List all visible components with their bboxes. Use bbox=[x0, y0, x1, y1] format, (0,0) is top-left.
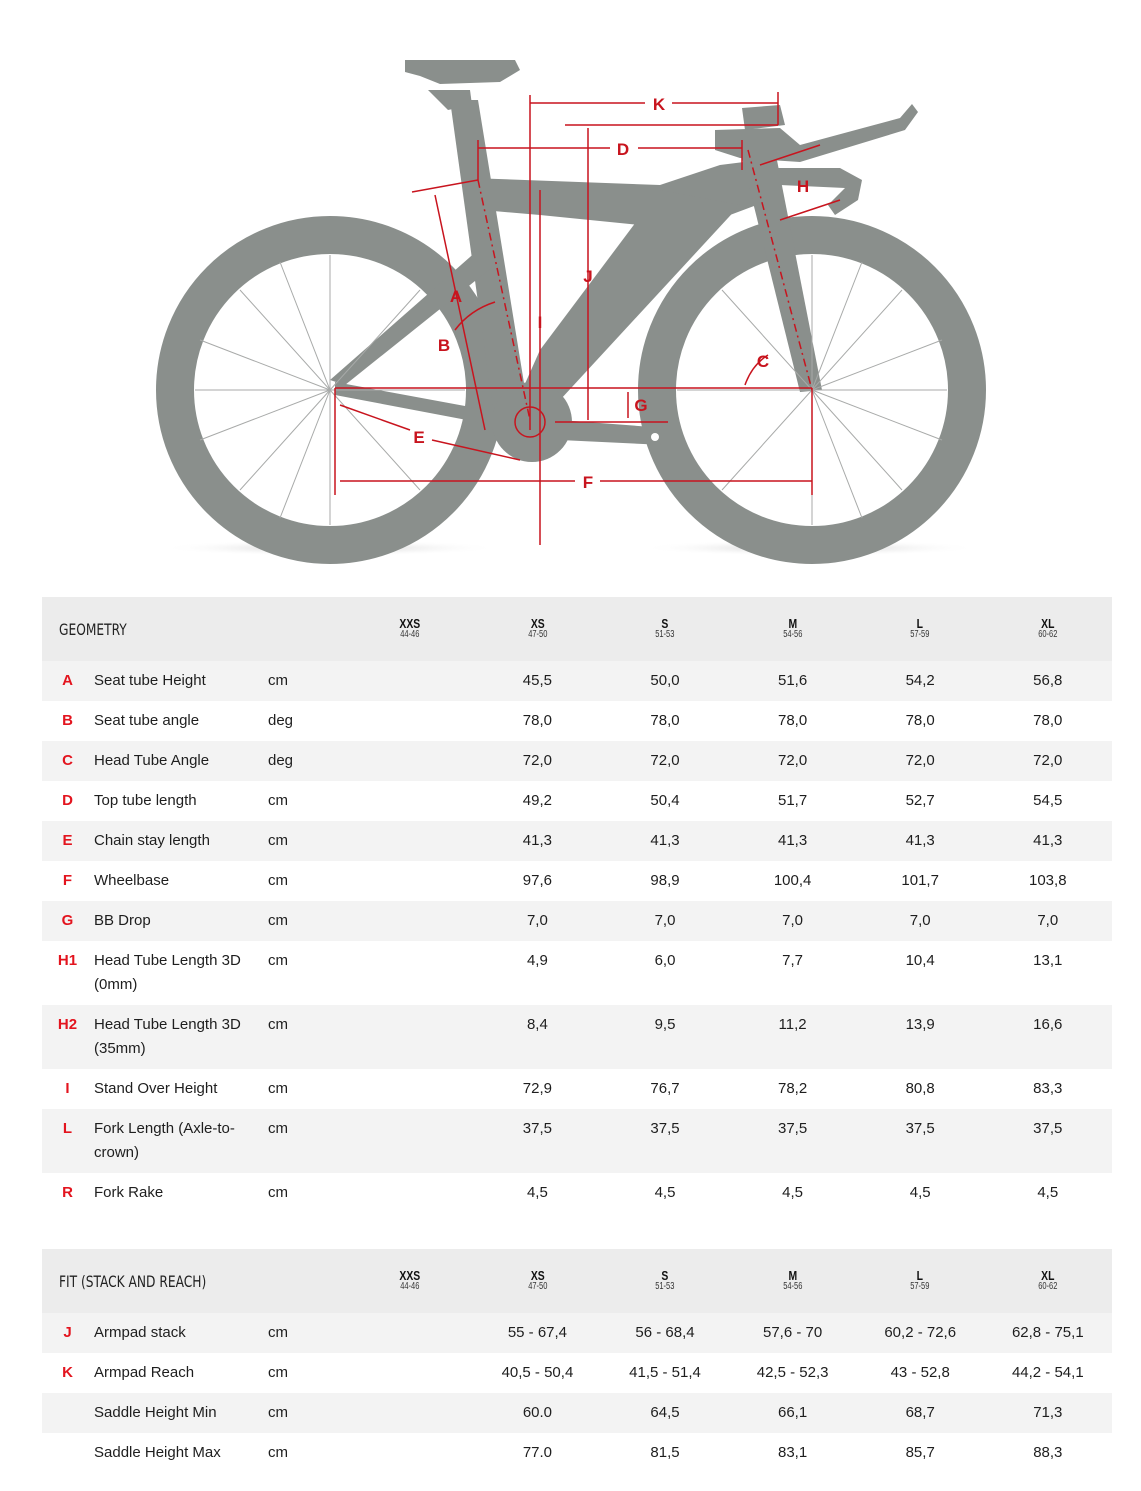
row-name: Fork Length (Axle-to-crown) bbox=[94, 1120, 235, 1161]
size-header-xl: XL 60-62 bbox=[1038, 1268, 1058, 1292]
row-letter: D bbox=[62, 792, 73, 809]
label-h: H bbox=[796, 177, 810, 196]
row-value: 4,5 bbox=[782, 1184, 804, 1201]
row-value: 4,5 bbox=[1037, 1184, 1059, 1201]
row-letter: A bbox=[62, 672, 73, 689]
row-value: 7,0 bbox=[526, 912, 548, 929]
table-row bbox=[42, 1069, 1112, 1109]
label-e: E bbox=[413, 428, 425, 447]
size-header-xl: XL 60-62 bbox=[1038, 616, 1058, 640]
section-title: GEOMETRY bbox=[59, 619, 127, 639]
size-header-xxs: XXS 44-46 bbox=[399, 616, 421, 640]
row-letter: R bbox=[62, 1184, 73, 1201]
row-value: 7,0 bbox=[654, 912, 676, 929]
table-row bbox=[42, 701, 1112, 741]
row-value: 10,4 bbox=[905, 952, 935, 969]
row-value: 37,5 bbox=[777, 1120, 808, 1137]
table-row bbox=[42, 1393, 1112, 1433]
row-value: 41,5 - 51,4 bbox=[629, 1364, 701, 1381]
row-unit: cm bbox=[268, 912, 288, 929]
row-value: 76,7 bbox=[650, 1080, 680, 1097]
row-value bbox=[346, 1173, 474, 1213]
row-name: Chain stay length bbox=[94, 832, 210, 849]
row-unit: cm bbox=[268, 1364, 288, 1381]
size-header-m: M 54-56 bbox=[782, 616, 803, 640]
row-value: 7,0 bbox=[1037, 912, 1059, 929]
row-value: 78,0 bbox=[905, 712, 935, 729]
table-row bbox=[42, 1005, 1112, 1069]
table-row bbox=[42, 741, 1112, 781]
row-value: 77.0 bbox=[522, 1444, 553, 1461]
row-unit: cm bbox=[268, 1080, 288, 1097]
row-value bbox=[346, 701, 474, 741]
row-letter: H2 bbox=[57, 1016, 78, 1033]
row-value: 85,7 bbox=[905, 1444, 935, 1461]
row-letter: G bbox=[61, 912, 74, 929]
row-value: 9,5 bbox=[654, 1016, 676, 1033]
row-value: 41,3 bbox=[905, 832, 935, 849]
row-value: 62,8 - 75,1 bbox=[1011, 1324, 1084, 1341]
row-name: Fork Rake bbox=[94, 1184, 164, 1201]
table-row bbox=[42, 1313, 1112, 1353]
row-unit: cm bbox=[268, 1016, 288, 1033]
row-value: 6,0 bbox=[654, 952, 676, 969]
row-value: 72,0 bbox=[522, 752, 552, 769]
row-name: Armpad Reach bbox=[94, 1364, 195, 1381]
row-value: 37,5 bbox=[905, 1120, 935, 1137]
row-value: 72,0 bbox=[777, 752, 808, 769]
row-value: 11,2 bbox=[778, 1016, 807, 1033]
row-name: Seat tube angle bbox=[94, 712, 200, 729]
row-value: 103,8 bbox=[1029, 872, 1067, 889]
label-j: J bbox=[583, 267, 593, 286]
table-row bbox=[42, 1433, 1112, 1473]
section-title: FIT (STACK AND REACH) bbox=[59, 1271, 207, 1291]
row-unit: cm bbox=[268, 952, 288, 969]
row-value bbox=[346, 1353, 474, 1393]
table-row bbox=[42, 661, 1112, 701]
table-row bbox=[42, 861, 1112, 901]
row-letter: L bbox=[62, 1120, 73, 1137]
row-value: 50,4 bbox=[650, 792, 680, 809]
table-row bbox=[42, 1353, 1112, 1393]
table-row bbox=[42, 941, 1112, 1005]
row-value: 44,2 - 54,1 bbox=[1011, 1364, 1084, 1381]
fit-table bbox=[42, 1249, 1112, 1473]
row-letter: F bbox=[62, 872, 73, 889]
fit-header-row bbox=[42, 1249, 1112, 1313]
label-a: A bbox=[449, 287, 463, 306]
row-value: 4,5 bbox=[654, 1184, 676, 1201]
row-value bbox=[346, 941, 474, 1005]
row-value bbox=[346, 821, 474, 861]
row-value: 60,2 - 72,6 bbox=[884, 1324, 957, 1341]
row-value: 66,1 bbox=[778, 1404, 808, 1421]
row-letter: K bbox=[62, 1364, 73, 1381]
row-value: 7,7 bbox=[782, 952, 804, 969]
row-value: 78,0 bbox=[777, 712, 808, 729]
row-letter: J bbox=[63, 1324, 72, 1341]
row-value bbox=[346, 741, 474, 781]
row-letter: E bbox=[62, 832, 73, 849]
row-value bbox=[346, 661, 474, 701]
row-value: 78,2 bbox=[777, 1080, 808, 1097]
size-header-s: S 51-53 bbox=[655, 1268, 675, 1292]
row-unit: cm bbox=[268, 872, 288, 889]
bike-silhouette bbox=[175, 60, 967, 545]
row-unit: cm bbox=[268, 1120, 288, 1137]
row-value: 13,9 bbox=[905, 1016, 935, 1033]
label-d: D bbox=[616, 140, 630, 159]
row-value: 40,5 - 50,4 bbox=[501, 1364, 574, 1381]
row-value bbox=[346, 1069, 474, 1109]
row-value: 51,6 bbox=[777, 672, 808, 689]
row-value: 80,8 bbox=[905, 1080, 935, 1097]
size-header-l: L 57-59 bbox=[910, 1268, 930, 1292]
row-value: 83,1 bbox=[778, 1444, 808, 1461]
row-value: 71,3 bbox=[1033, 1404, 1063, 1421]
table-row bbox=[42, 901, 1112, 941]
row-letter: B bbox=[62, 712, 73, 729]
row-name: Seat tube Height bbox=[94, 672, 206, 689]
row-unit: cm bbox=[268, 1324, 288, 1341]
row-letter: H1 bbox=[57, 952, 78, 969]
geometry-header-row bbox=[42, 597, 1112, 661]
row-letter bbox=[42, 1393, 90, 1433]
row-name: Head Tube Angle bbox=[94, 752, 210, 769]
row-value bbox=[346, 1433, 474, 1473]
size-header-xxs: XXS 44-46 bbox=[399, 1268, 421, 1292]
row-value: 60.0 bbox=[522, 1404, 553, 1421]
row-value: 45,5 bbox=[522, 672, 552, 689]
label-i: I bbox=[537, 313, 543, 332]
label-c: C bbox=[756, 352, 770, 371]
row-value: 51,7 bbox=[777, 792, 808, 809]
row-name: Stand Over Height bbox=[94, 1080, 218, 1097]
row-value: 72,9 bbox=[522, 1080, 552, 1097]
row-value: 4,9 bbox=[526, 952, 548, 969]
size-header-xs: XS 47-50 bbox=[527, 616, 547, 640]
row-value: 8,4 bbox=[526, 1016, 548, 1033]
row-value: 83,3 bbox=[1033, 1080, 1063, 1097]
label-g: G bbox=[634, 396, 648, 415]
row-unit: deg bbox=[268, 752, 294, 769]
row-name: Saddle Height Min bbox=[94, 1404, 217, 1421]
row-value: 56,8 bbox=[1033, 672, 1063, 689]
row-value: 57,6 - 70 bbox=[763, 1324, 823, 1341]
size-header-xs: XS 47-50 bbox=[527, 1268, 548, 1292]
row-letter: I bbox=[65, 1080, 70, 1097]
row-value: 72,0 bbox=[650, 752, 680, 769]
row-value: 98,9 bbox=[650, 872, 680, 889]
row-unit: cm bbox=[268, 832, 288, 849]
row-letter bbox=[42, 1433, 90, 1473]
row-value: 50,0 bbox=[650, 672, 680, 689]
row-value bbox=[346, 901, 474, 941]
row-value: 72,0 bbox=[905, 752, 935, 769]
row-value: 78,0 bbox=[650, 712, 680, 729]
row-value: 64,5 bbox=[650, 1404, 680, 1421]
row-unit: cm bbox=[268, 1444, 288, 1461]
table-row bbox=[42, 1173, 1112, 1213]
row-name: Head Tube Length 3D (0mm) bbox=[94, 952, 241, 993]
size-header-l: L 57-59 bbox=[910, 616, 930, 640]
row-unit: cm bbox=[268, 792, 288, 809]
row-value: 72,0 bbox=[1033, 752, 1063, 769]
row-name: Saddle Height Max bbox=[94, 1444, 221, 1461]
row-unit: cm bbox=[268, 672, 288, 689]
row-value: 56 - 68,4 bbox=[635, 1324, 695, 1341]
row-value: 81,5 bbox=[650, 1444, 680, 1461]
size-header-m: M 54-56 bbox=[783, 1268, 803, 1292]
label-b: B bbox=[437, 336, 451, 355]
row-value: 41,3 bbox=[1033, 832, 1063, 849]
row-value: 41,3 bbox=[522, 832, 552, 849]
row-value: 78,0 bbox=[522, 712, 552, 729]
row-value: 97,6 bbox=[522, 872, 552, 889]
row-value: 43 - 52,8 bbox=[890, 1364, 950, 1381]
geometry-table bbox=[42, 597, 1112, 1213]
row-name: Wheelbase bbox=[94, 872, 170, 889]
row-value: 41,3 bbox=[650, 832, 680, 849]
row-value: 54,5 bbox=[1033, 792, 1063, 809]
row-value: 78,0 bbox=[1033, 712, 1063, 729]
row-value: 55 - 67,4 bbox=[507, 1324, 568, 1341]
label-f: F bbox=[582, 473, 594, 492]
row-value: 37,5 bbox=[1033, 1120, 1063, 1137]
row-value bbox=[346, 1005, 474, 1069]
row-name: Armpad stack bbox=[94, 1324, 186, 1341]
row-name: BB Drop bbox=[94, 912, 151, 929]
row-value bbox=[346, 1313, 474, 1353]
table-row bbox=[42, 821, 1112, 861]
row-unit: cm bbox=[268, 1184, 288, 1201]
row-value: 4,5 bbox=[526, 1184, 548, 1201]
size-header-s: S 51-53 bbox=[655, 616, 675, 640]
row-value bbox=[346, 1109, 474, 1173]
row-value: 16,6 bbox=[1033, 1016, 1063, 1033]
row-letter: C bbox=[62, 752, 73, 769]
row-name: Top tube length bbox=[94, 792, 197, 809]
row-unit: deg bbox=[268, 712, 294, 729]
row-value: 7,0 bbox=[782, 912, 804, 929]
label-k: K bbox=[652, 95, 666, 114]
row-name: Head Tube Length 3D (35mm) bbox=[94, 1016, 241, 1057]
table-row bbox=[42, 1109, 1112, 1173]
row-value: 37,5 bbox=[650, 1120, 680, 1137]
row-unit: cm bbox=[268, 1404, 288, 1421]
row-value: 88,3 bbox=[1033, 1444, 1063, 1461]
row-value: 42,5 - 52,3 bbox=[756, 1364, 829, 1381]
row-value bbox=[346, 861, 474, 901]
row-value: 101,7 bbox=[901, 872, 939, 889]
row-value: 68,7 bbox=[905, 1404, 935, 1421]
row-value: 4,5 bbox=[909, 1184, 931, 1201]
bike-geometry-diagram bbox=[0, 0, 1141, 580]
row-value: 7,0 bbox=[909, 912, 931, 929]
table-row bbox=[42, 781, 1112, 821]
row-value: 49,2 bbox=[522, 792, 552, 809]
row-value: 13,1 bbox=[1033, 952, 1063, 969]
row-value bbox=[346, 781, 474, 821]
row-value: 100,4 bbox=[773, 872, 812, 889]
row-value: 52,7 bbox=[905, 792, 935, 809]
row-value: 41,3 bbox=[777, 832, 808, 849]
row-value: 37,5 bbox=[522, 1120, 552, 1137]
row-value: 54,2 bbox=[905, 672, 935, 689]
row-value bbox=[346, 1393, 474, 1433]
